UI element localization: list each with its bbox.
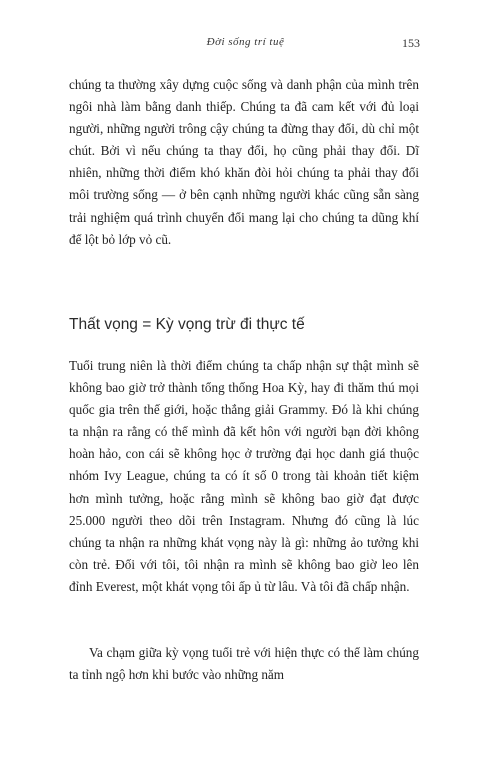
- paragraph-3: [69, 642, 419, 686]
- paragraph-1-text: chúng ta thường xây dựng cuộc sống và danh phận của mình trên ngôi nhà làm bằng danh thiếp. Chúng ta đã cam kết với đủ loại người, những người trông cậy chúng ta đừng thay đổi, dù chỉ một chút. Bởi vì nếu chúng ta thay đổi, họ cũng phải thay đổi. Dĩ nhiên, những thời điểm khó khăn đòi hỏi chúng ta phải thay đổi môi trường sống — ở bên cạnh những người khác cũng sẵn sàng trải nghiệm quá trình chuyển đổi mang lại cho chúng ta dũng khí để lột bỏ lớp vỏ cũ.: [69, 77, 419, 247]
- paragraph-2: [69, 355, 419, 598]
- section-heading: Thất vọng = Kỳ vọng trừ đi thực tế: [69, 316, 305, 333]
- paragraph-2-text: Tuổi trung niên là thời điểm chúng ta chấp nhận sự thật mình sẽ không bao giờ trở thành tổng thống Hoa Kỳ, hay đi thăm thú mọi quốc gia trên thế giới, hoặc thắng giải Grammy. Đó là khi chúng ta nhận ra rằng có thể mình đã kết hôn với người bạn đời không hoàn hảo, con cái sẽ không học ở trường đại học danh giá thuộc nhóm Ivy League, chúng ta có ít số 0 trong tài khoản tiết kiệm hơn mình tưởng, hoặc rằng mình sẽ không bao giờ đạt được 25.000 người theo dõi trên Instagram. Nhưng đó cũng là lúc chúng ta nhận ra những khát vọng này là gì: những ảo tưởng khi còn trẻ. Đối với tôi, tôi nhận ra mình sẽ không bao giờ leo lên đỉnh Everest, một khát vọng tôi ấp ủ từ lâu. Và tôi đã chấp nhận.: [69, 358, 419, 594]
- page-number: 153: [402, 36, 420, 50]
- running-title: Đời sống trí tuệ: [206, 36, 285, 48]
- paragraph-3-text: Va chạm giữa kỳ vọng tuổi trẻ với hiện thực có thể làm chúng ta tỉnh ngộ hơn khi bước vào những năm: [69, 645, 419, 683]
- paragraph-1: [69, 74, 419, 251]
